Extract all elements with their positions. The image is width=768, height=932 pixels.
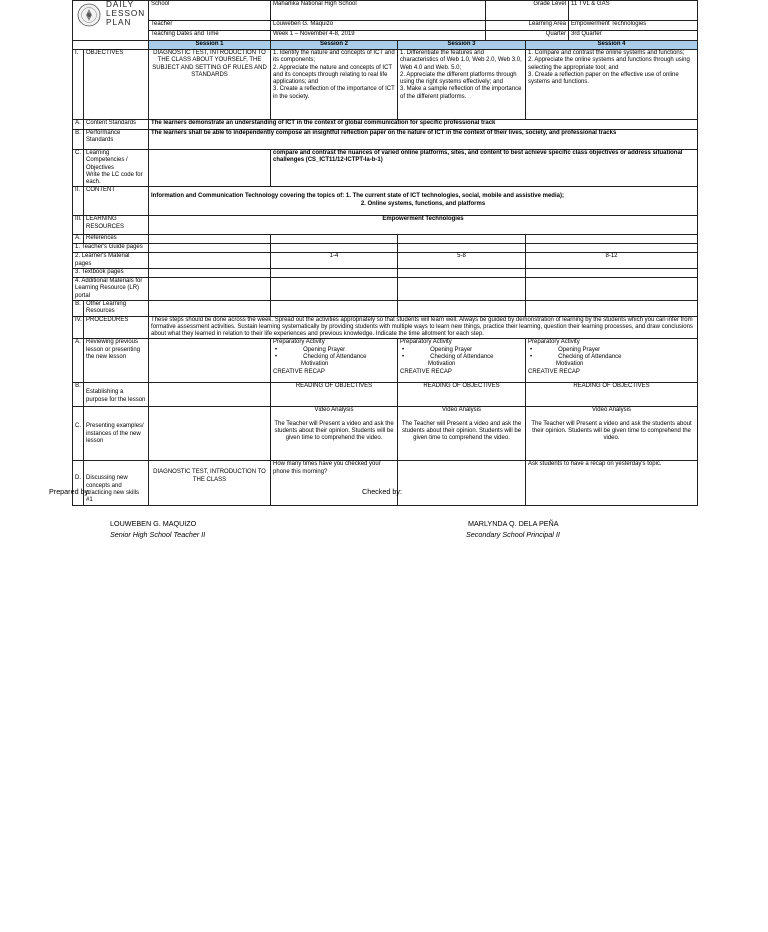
session-2-header: Session 2 — [271, 41, 398, 50]
procedure-a-row — [73, 339, 698, 383]
item-letter: B. — [73, 130, 84, 150]
school-value: Maharlika National High School — [271, 1, 486, 21]
procedure-b-label: Establishing a purpose for the lesson — [84, 383, 149, 407]
procedure-d-session-2: How many times have you checked your phone this morning? — [271, 461, 398, 505]
procedure-b-session-2: READING OF OBJECTIVES — [271, 383, 398, 407]
header-row-school — [73, 1, 698, 21]
content-text: Information and Communication Technology covering the topics of: 1. The current state of ICT technologies, social, mobile and assistive media); 2. Online systems, functions, and platforms — [149, 187, 698, 216]
competencies-label: Learning Competencies / Objectives Write the LC code for each. — [84, 150, 149, 187]
reference-item-label: 4. Additional Materials for Learning Resource (LR) portal — [73, 278, 149, 301]
grade-value: 11 TVL & GAS — [569, 1, 698, 21]
item-letter: C. — [73, 407, 84, 461]
session-4-header: Session 4 — [526, 41, 698, 50]
procedure-b-row — [73, 383, 698, 407]
procedure-b-session-3: READING OF OBJECTIVES — [398, 383, 526, 407]
procedure-c-session-4: Video Analysis The Teacher will Present a video and ask the students about their opinion. Students will be given time to comprehend the video. — [526, 407, 698, 461]
objectives-label: OBJECTIVES — [84, 50, 149, 120]
references-label: References — [84, 235, 149, 244]
session-header-row — [73, 41, 698, 50]
procedure-d-label: Discussing new concepts and practicing new skills #1 — [84, 461, 149, 505]
dll-title: DAILY LESSON PLAN — [106, 0, 146, 27]
logo-block — [73, 1, 149, 41]
references-row — [73, 235, 698, 244]
reference-item-label: 1. Teacher's Guide pages — [73, 244, 149, 253]
learning-resources-label: LEARNING RESOURCES — [84, 216, 149, 235]
area-label: Learning Area — [486, 21, 569, 31]
objectives-row — [73, 50, 698, 120]
content-standards-label: Content Standards — [84, 120, 149, 130]
competencies-session-1 — [149, 150, 271, 187]
principal-name: MARLYNDA Q. DELA PEÑA — [468, 519, 559, 528]
item-letter: B. — [73, 300, 84, 316]
reference-item-row — [73, 278, 698, 301]
teacher-title: Senior High School Teacher II — [110, 530, 206, 539]
objectives-session-3: 1. Differentiate the features and characteristics of Web 1.0, Web 2.0, Web 3.0, Web 4.0 and Web. 5.0; 2. Appreciate the different platforms through using the right systems effectively; and 3. Make a sample reflection of the importance of the different platforms. — [398, 50, 526, 120]
content-standards-row — [73, 120, 698, 130]
procedure-a-session-3: Preparatory Activity • Opening Prayer • Checking of Attendance Motivation CREATIVE RECAP — [398, 339, 526, 383]
section-number: II. — [73, 187, 84, 216]
content-label: CONTENT — [84, 187, 149, 216]
competencies-text: compare and contrast the nuances of varied online platforms, sites, and content to best achieve specific class objectives or address situational challenges (CS_ICT11/12-ICTPT-Ia-b-1) — [271, 150, 698, 187]
procedures-label: PROCEDURES — [84, 316, 149, 339]
procedure-d-session-4: Ask students to have a recap on yesterday's topic. — [526, 461, 698, 505]
session-3-header: Session 3 — [398, 41, 526, 50]
item-letter: A. — [73, 339, 84, 383]
signature-block — [0, 480, 768, 550]
objectives-session-2: 1. Identify the nature and concepts of ICT and its components; 2. Appreciate the nature and concepts of ICT and its concepts through relating to real life applications; and 3. Create a reflection of the importance of ICT in the society. — [271, 50, 398, 120]
other-resources-row — [73, 300, 698, 316]
procedure-c-row — [73, 407, 698, 461]
area-value: Empowerment Technologies — [569, 21, 698, 31]
item-letter: A. — [73, 235, 84, 244]
reference-item-row — [73, 269, 698, 278]
session-header-blank — [73, 41, 149, 50]
dates-value: Week 1 – November 4-8, 2019 — [271, 31, 486, 41]
learner-material-pages-s4: 8-12 — [526, 253, 698, 269]
competencies-row — [73, 150, 698, 187]
item-letter: C. — [73, 150, 84, 187]
session-1-header: Session 1 — [149, 41, 271, 50]
objectives-session-4: 1. Compare and contrast the online systems and functions; 2. Appreciate the online systems and functions through using selecting the appropriate tool; and 3. Create a reflection paper on the effective use of online systems and functions. — [526, 50, 698, 120]
teacher-name: LOUWEBEN G. MAQUIZO — [110, 519, 197, 528]
section-number: IV. — [73, 316, 84, 339]
lesson-plan-table — [72, 0, 698, 506]
learning-resources-row — [73, 216, 698, 235]
procedure-a-label: Reviewing previous lesson or presenting the new lesson — [84, 339, 149, 383]
learner-material-pages-s3: 5-8 — [398, 253, 526, 269]
objectives-session-1: DIAGNOSTIC TEST, INTRODUCTION TO THE CLASS ABOUT YOURSELF, THE SUBJECT AND SETTING OF RULES AND STANDARDS — [149, 50, 271, 120]
header-row-dates — [73, 31, 698, 41]
learner-material-pages-s2: 1-4 — [271, 253, 398, 269]
procedure-c-session-3: Video Analysis The Teacher will Present a video and ask the students about their opinion. Students will be given time to comprehend the video. — [398, 407, 526, 461]
procedure-d-session-1: DIAGNOSTIC TEST, INTRODUCTION TO THE CLASS — [149, 461, 271, 505]
procedure-a-session-1 — [149, 339, 271, 383]
reference-item-row — [73, 244, 698, 253]
teacher-label: Teacher — [149, 21, 271, 31]
reference-item-label: 2. Learner's Material pages — [73, 253, 149, 269]
teacher-value: Louweben G. Maquizo — [271, 21, 486, 31]
performance-standards-text: The learners shall be able to independently compose an insightful reflection paper on the nature of ICT in the context of their lives, society, and professional tracks — [149, 130, 698, 150]
procedure-b-session-4: READING OF OBJECTIVES — [526, 383, 698, 407]
item-letter: D. — [73, 461, 84, 505]
dates-label: Teaching Dates and Time — [149, 31, 271, 41]
content-row — [73, 187, 698, 216]
section-number: I. — [73, 50, 84, 120]
other-resources-label: Other Learning Resources — [84, 300, 149, 316]
procedures-row — [73, 316, 698, 339]
procedure-a-session-2: Preparatory Activity • Opening Prayer • Checking of Attendance Motivation CREATIVE RECAP — [271, 339, 398, 383]
quarter-value: 3rd Quarter — [569, 31, 698, 41]
prepared-by-label: Prepared by: — [49, 487, 91, 496]
reference-item-row — [73, 253, 698, 269]
deped-seal-icon — [77, 3, 101, 27]
performance-standards-row — [73, 130, 698, 150]
procedure-a-session-4: Preparatory Activity • Opening Prayer • Checking of Attendance Motivation CREATIVE RECAP — [526, 339, 698, 383]
school-label: School — [149, 1, 271, 21]
quarter-label: Quarter — [486, 31, 569, 41]
principal-title: Secondary School Principal II — [466, 530, 560, 539]
procedure-c-session-2: Video Analysis The Teacher will Present a video and ask the students about their opinion. Students will be given time to comprehend the video. — [271, 407, 398, 461]
header-row-teacher — [73, 21, 698, 31]
learning-resources-value: Empowerment Technologies — [149, 216, 698, 235]
section-number: III. — [73, 216, 84, 235]
reference-item-label: 3. Textbook pages — [73, 269, 149, 278]
content-standards-text: The learners demonstrate an understanding of ICT in the context of global communication for specific professional track — [149, 120, 698, 130]
item-letter: A. — [73, 120, 84, 130]
checked-by-label: Checked by: — [362, 487, 402, 496]
procedures-note: These steps should be done across the week. Spread out the activities appropriately so that students will learn well. Always be guided by demonstration of learning by the students which you can infer from formative assessment activities. Sustain learning systematically by providing students with multiple ways to learn new things, practice their learning, question their learning processes, and draw conclusions about what they learned in relation to their life experiences and previous knowledge. Indicate the time allotment for each step. — [149, 316, 698, 339]
performance-standards-label: Performance Standards — [84, 130, 149, 150]
item-letter: B. — [73, 383, 84, 407]
grade-label: Grade Level — [486, 1, 569, 21]
procedure-c-label: Presenting examples/ instances of the new lesson — [84, 407, 149, 461]
